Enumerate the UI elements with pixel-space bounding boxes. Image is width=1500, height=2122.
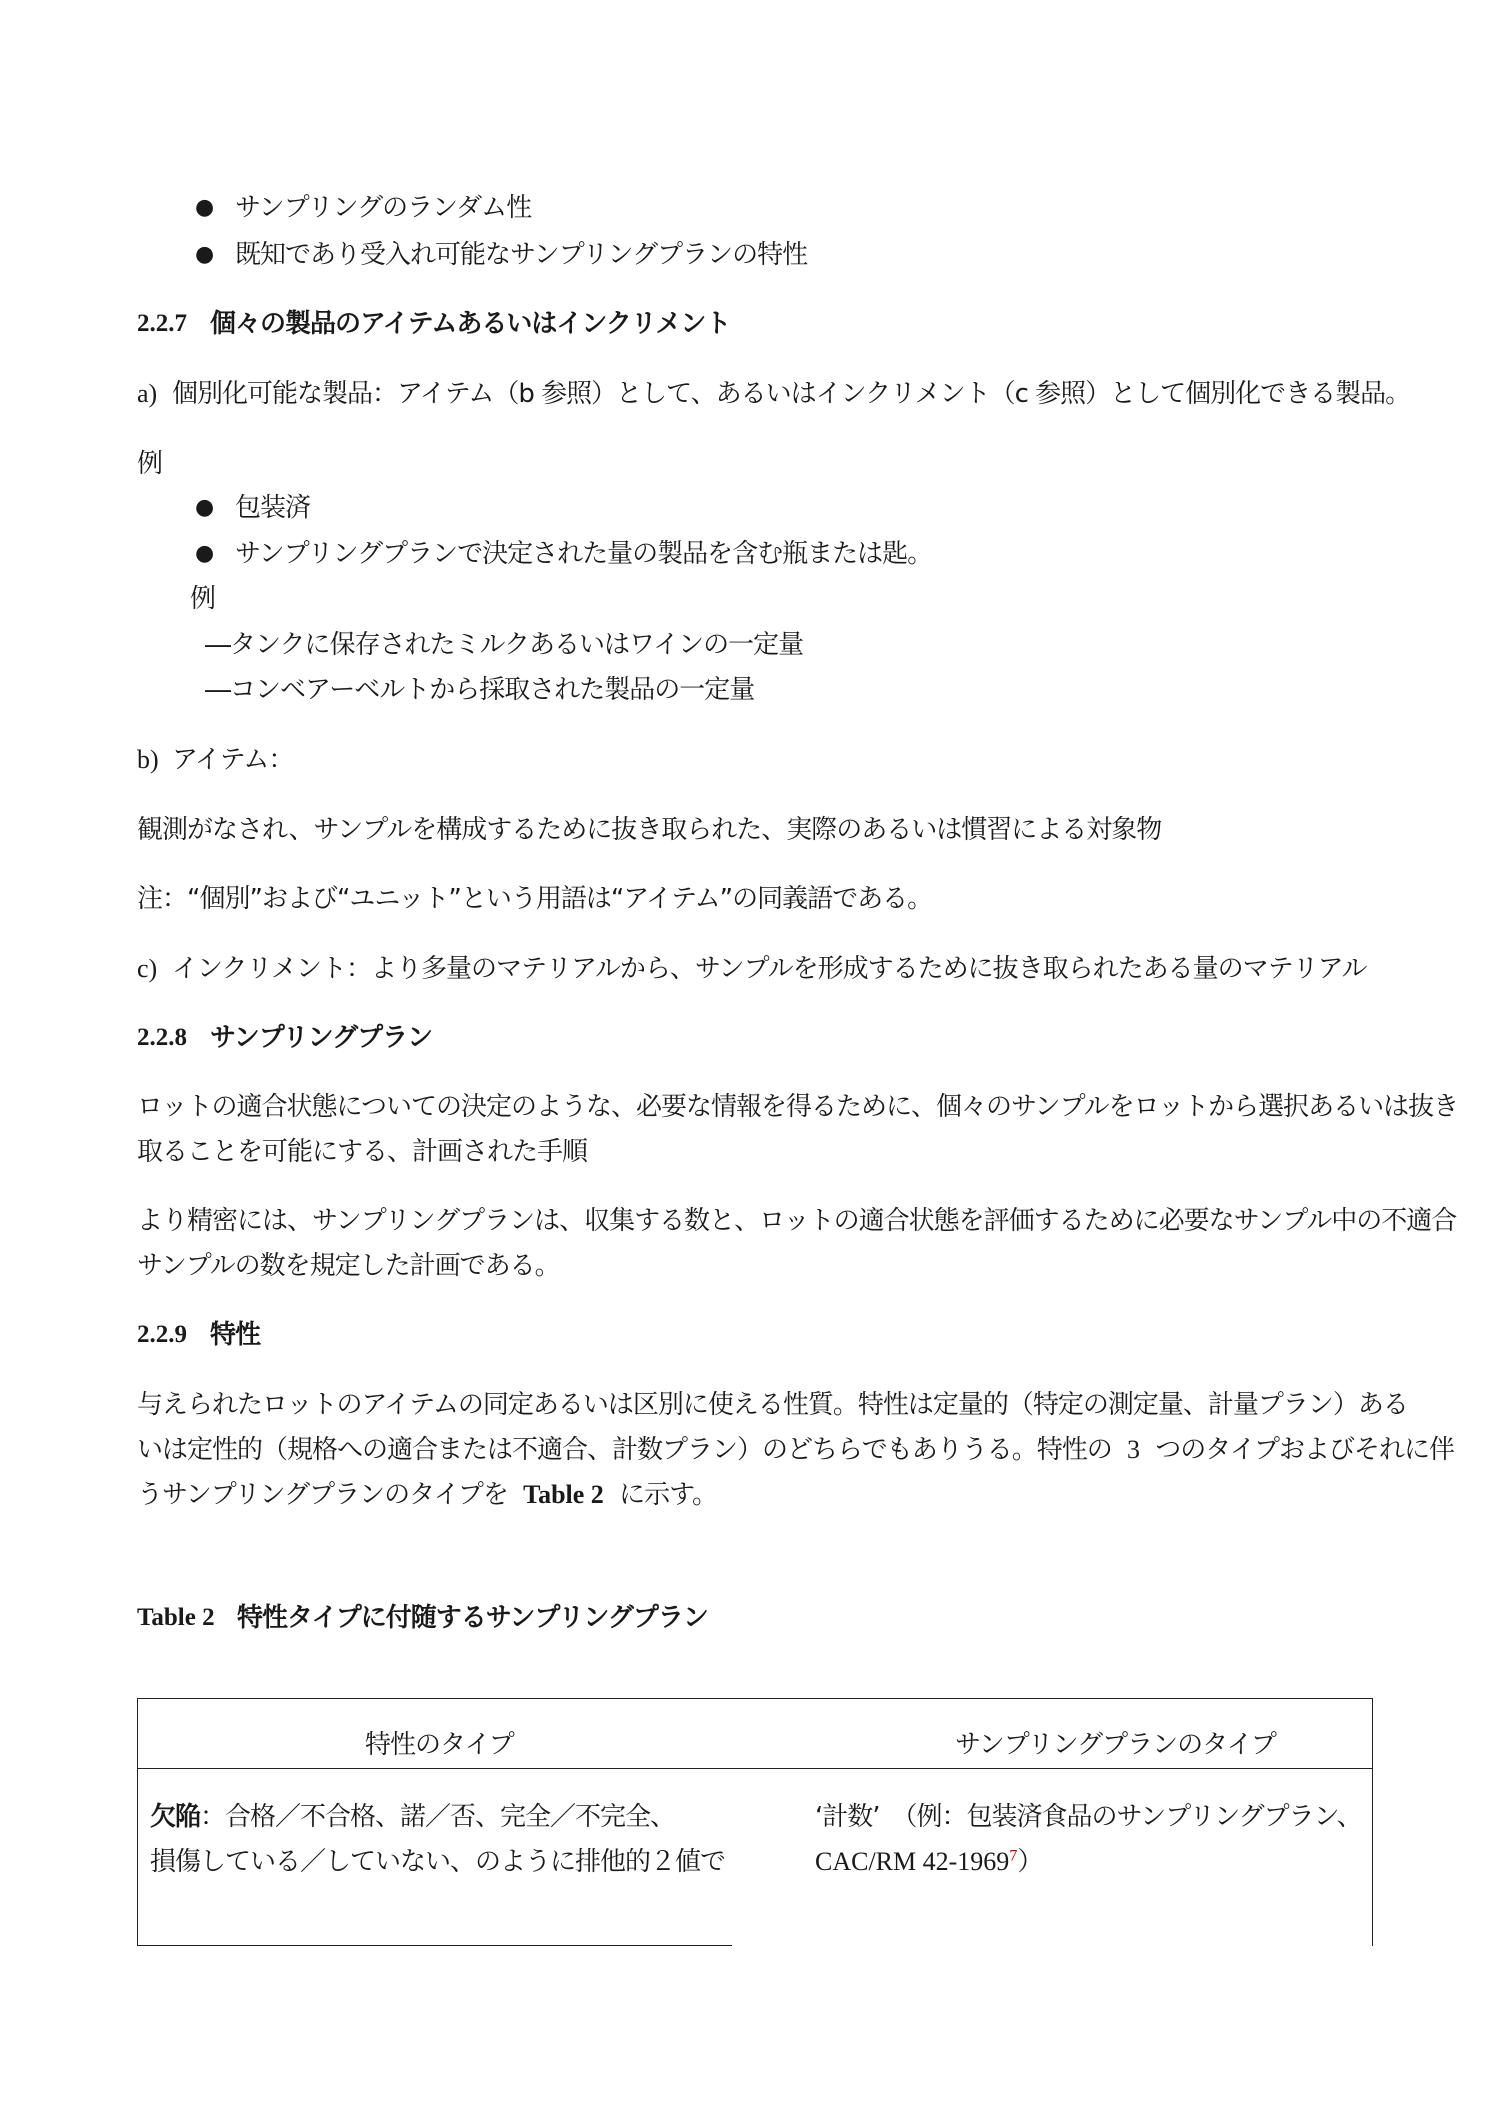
section-number: 2.2.8 bbox=[137, 1024, 187, 1051]
type-count: 3 bbox=[1127, 1435, 1141, 1464]
paragraph-fragment: うサンプリングプランのタイプを bbox=[137, 1480, 508, 1510]
table-cell-line: ‘計数’ （例：包装済食品のサンプリングプラン、 bbox=[815, 1802, 1362, 1832]
paragraph-line: より精密には、サンプリングプランは、収集する数と、ロットの適合状態を評価するために必要なサンプル中の不適合 bbox=[137, 1206, 1457, 1236]
paragraph-line bbox=[137, 1478, 717, 1512]
paragraph: 観測がなされ、サンプルを構成するために抜き取られた、実際のあるいは慣習による対象物 bbox=[137, 815, 1162, 845]
table-border-top bbox=[137, 1698, 1373, 1699]
table-caption-label: Table 2 bbox=[137, 1604, 215, 1631]
item-label: a) bbox=[137, 379, 158, 408]
table-cell-line bbox=[815, 1845, 1043, 1879]
bullet-item: サンプリングのランダム性 bbox=[235, 193, 532, 223]
table-cell-line: 損傷している／していない、のように排他的２値で bbox=[150, 1847, 726, 1877]
bullet-item: サンプリングプランで決定された量の製品を含む瓶または匙。 bbox=[235, 539, 933, 569]
table-caption-text: 特性タイプに付随するサンプリングプラン bbox=[237, 1603, 708, 1633]
table-header-cell: サンプリングプランのタイプ bbox=[955, 1730, 1276, 1760]
paragraph-line: サンプルの数を規定した計画である。 bbox=[137, 1251, 560, 1281]
table-border-bottom bbox=[137, 1945, 732, 1946]
footnote-ref[interactable]: 7 bbox=[1009, 1847, 1018, 1865]
bullet-icon: ● bbox=[195, 242, 215, 267]
cell-fragment: ） bbox=[1017, 1847, 1044, 1876]
cell-fragment: ：合格／不合格、諾／否、完全／不完全、 bbox=[200, 1802, 676, 1832]
table-reference-link[interactable]: Table 2 bbox=[523, 1480, 604, 1509]
section-number: 2.2.7 bbox=[137, 310, 187, 337]
table-header-divider bbox=[137, 1768, 1373, 1769]
defect-term: 欠陥 bbox=[150, 1802, 201, 1832]
example-label: 例 bbox=[137, 449, 163, 479]
item-text: アイテム： bbox=[172, 745, 294, 775]
item-text: インクリメント：より多量のマテリアルから、サンプルを形成するために抜き取られたある量のマテリアル bbox=[172, 954, 1367, 984]
paragraph-line bbox=[137, 1433, 1454, 1467]
paragraph-line: ロットの適合状態についての決定のような、必要な情報を得るために、個々のサンプルをロットから選択あるいは抜き bbox=[137, 1092, 1459, 1122]
paragraph-fragment: に示す。 bbox=[619, 1480, 717, 1510]
bullet-item: 既知であり受入れ可能なサンプリングプランの特性 bbox=[235, 240, 808, 270]
table-border-left bbox=[137, 1698, 138, 1946]
paragraph-line: 与えられたロットのアイテムの同定あるいは区別に使える性質。特性は定量的（特定の測定量、計量プラン）ある bbox=[137, 1390, 1408, 1420]
item-label: b) bbox=[137, 745, 159, 774]
note: 注：“個別”および“ユニット”という用語は“アイテム”の同義語である。 bbox=[137, 884, 933, 914]
table-border-right bbox=[1372, 1698, 1373, 1946]
bullet-item: 包装済 bbox=[235, 493, 311, 523]
paragraph-fragment: つのタイプおよびそれに伴 bbox=[1155, 1435, 1454, 1465]
bullet-icon: ● bbox=[195, 195, 215, 220]
dash-item: ―タンクに保存されたミルクあるいはワインの一定量 bbox=[205, 630, 804, 660]
section-title: サンプリングプラン bbox=[210, 1023, 433, 1053]
item-label: c) bbox=[137, 954, 158, 983]
bullet-icon: ● bbox=[195, 495, 215, 520]
table-header-cell: 特性のタイプ bbox=[365, 1730, 514, 1760]
paragraph-fragment: いは定性的（規格への適合または不適合、計数プラン）のどちらでもありうる。特性の bbox=[137, 1435, 1112, 1465]
item-text: 個別化可能な製品：アイテム（b 参照）として、あるいはインクリメント（c 参照）として個別化できる製品。 bbox=[172, 379, 1411, 409]
dash-item: ―コンベアーベルトから採取された製品の一定量 bbox=[205, 675, 755, 705]
table-cell-line bbox=[150, 1800, 675, 1834]
reference-code: CAC/RM 42-1969 bbox=[815, 1847, 1010, 1876]
bullet-icon: ● bbox=[195, 541, 215, 566]
section-number: 2.2.9 bbox=[137, 1321, 187, 1348]
section-title: 特性 bbox=[210, 1320, 261, 1350]
section-title: 個々の製品のアイテムあるいはインクリメント bbox=[210, 309, 731, 339]
sub-example-label: 例 bbox=[190, 584, 216, 614]
paragraph-line: 取ることを可能にする、計画された手順 bbox=[137, 1137, 588, 1167]
